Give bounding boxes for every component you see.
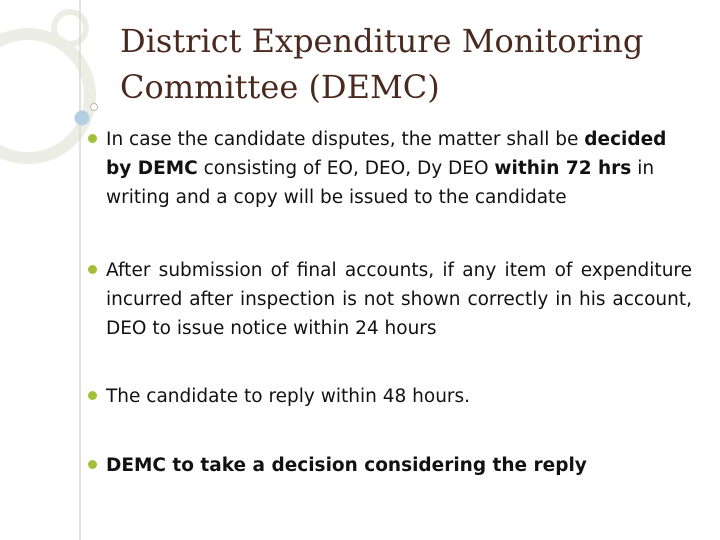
slide-title-line-1: District Expenditure Monitoring — [120, 22, 644, 60]
bullet-text-part: In case the candidate disputes, the matter shall be — [106, 129, 585, 150]
bullet-icon — [88, 265, 97, 274]
bullet-text: DEMC to take a decision considering the reply — [106, 455, 587, 476]
decor-ring-large — [0, 34, 90, 158]
bullet-icon — [88, 460, 97, 469]
bullet-item — [88, 125, 692, 212]
bullet-text-bold: within 72 hrs — [494, 158, 632, 179]
bullet-list — [88, 0, 692, 540]
bullet-text-part: in writing and a copy will be issued to the candidate — [106, 158, 655, 208]
decor-ring-outer — [54, 12, 86, 44]
bullet-text: After submission of final accounts, if any item of expenditure incurred after inspection is not shown correctly in his account, DEO to issue notice within 24 hours — [106, 260, 692, 339]
bullet-text-bold: decided by DEMC — [106, 129, 667, 179]
bullet-item — [88, 382, 692, 411]
slide-title-line-2: Committee (DEMC) — [120, 68, 440, 106]
bullet-text-part: consisting of EO, DEO, Dy DEO — [197, 158, 495, 179]
bullet-icon — [88, 391, 97, 400]
bullet-item — [88, 451, 692, 480]
bullet-icon — [88, 134, 97, 143]
bullet-item — [88, 256, 692, 343]
bullet-text: The candidate to reply within 48 hours. — [106, 386, 471, 407]
bullet-text — [106, 125, 692, 212]
